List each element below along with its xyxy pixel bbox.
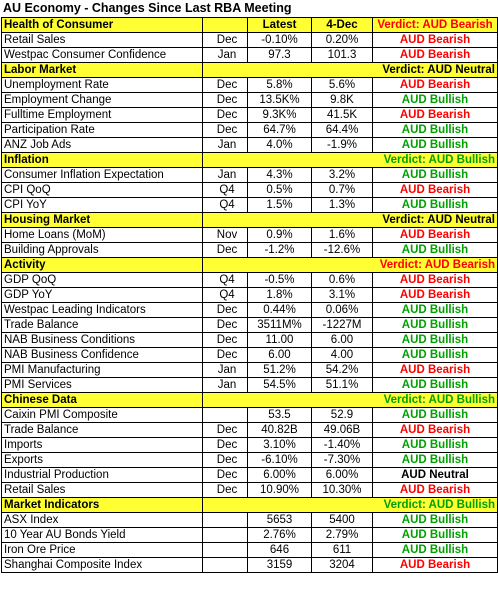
latest-value: -0.10%: [248, 33, 312, 48]
indicator-period: Dec: [203, 318, 248, 333]
indicator-period: Dec: [203, 423, 248, 438]
prior-value: 52.9: [312, 408, 373, 423]
section-title: Inflation: [2, 153, 203, 168]
indicator-name: Fulltime Employment: [2, 108, 203, 123]
prior-value: 3.1%: [312, 288, 373, 303]
indicator-period: Jan: [203, 48, 248, 63]
economy-table: [1, 17, 498, 573]
indicator-name: Unemployment Rate: [2, 78, 203, 93]
indicator-period: Jan: [203, 378, 248, 393]
indicator-name: Building Approvals: [2, 243, 203, 258]
indicator-verdict: AUD Neutral: [373, 468, 498, 483]
latest-value: 1.8%: [248, 288, 312, 303]
section-header-row: [2, 63, 498, 78]
section-spacer: [203, 213, 373, 228]
indicator-name: GDP QoQ: [2, 273, 203, 288]
latest-value: 2.76%: [248, 528, 312, 543]
latest-value: 54.5%: [248, 378, 312, 393]
latest-value: 6.00%: [248, 468, 312, 483]
prior-value: 2.79%: [312, 528, 373, 543]
latest-value: 3159: [248, 558, 312, 573]
section-verdict: Verdict: AUD Bearish: [373, 18, 498, 33]
table-row: [2, 168, 498, 183]
prior-value: 3204: [312, 558, 373, 573]
prior-value: -7.30%: [312, 453, 373, 468]
section-title: Chinese Data: [2, 393, 203, 408]
indicator-verdict: AUD Bullish: [373, 243, 498, 258]
table-row: [2, 48, 498, 63]
indicator-name: Westpac Consumer Confidence: [2, 48, 203, 63]
table-row: [2, 273, 498, 288]
table-row: [2, 303, 498, 318]
prior-value: 611: [312, 543, 373, 558]
indicator-verdict: AUD Bearish: [373, 33, 498, 48]
indicator-name: PMI Services: [2, 378, 203, 393]
table-row: [2, 123, 498, 138]
table-row: [2, 348, 498, 363]
table-row: [2, 318, 498, 333]
table-row: [2, 243, 498, 258]
prior-column-header: 4-Dec: [312, 18, 373, 33]
indicator-name: Westpac Leading Indicators: [2, 303, 203, 318]
latest-value: 3511M%: [248, 318, 312, 333]
indicator-period: Dec: [203, 123, 248, 138]
prior-value: 64.4%: [312, 123, 373, 138]
indicator-period: Dec: [203, 438, 248, 453]
latest-value: 64.7%: [248, 123, 312, 138]
indicator-period: Q4: [203, 183, 248, 198]
indicator-period: Dec: [203, 333, 248, 348]
indicator-name: ANZ Job Ads: [2, 138, 203, 153]
latest-value: 5.8%: [248, 78, 312, 93]
indicator-name: ASX Index: [2, 513, 203, 528]
prior-value: 1.3%: [312, 198, 373, 213]
indicator-verdict: AUD Bearish: [373, 483, 498, 498]
indicator-name: Shanghai Composite Index: [2, 558, 203, 573]
prior-value: -1.40%: [312, 438, 373, 453]
prior-value: 3.2%: [312, 168, 373, 183]
section-spacer: [203, 153, 373, 168]
indicator-verdict: AUD Bearish: [373, 108, 498, 123]
indicator-period: Nov: [203, 228, 248, 243]
indicator-period: Dec: [203, 33, 248, 48]
latest-value: 10.90%: [248, 483, 312, 498]
section-spacer: [203, 393, 373, 408]
indicator-period: Dec: [203, 93, 248, 108]
indicator-verdict: AUD Bearish: [373, 273, 498, 288]
indicator-name: NAB Business Conditions: [2, 333, 203, 348]
indicator-name: Employment Change: [2, 93, 203, 108]
indicator-name: Imports: [2, 438, 203, 453]
indicator-period: [203, 513, 248, 528]
indicator-period: [203, 408, 248, 423]
indicator-name: CPI YoY: [2, 198, 203, 213]
indicator-period: [203, 558, 248, 573]
indicator-period: [203, 528, 248, 543]
table-row: [2, 183, 498, 198]
indicator-period: Dec: [203, 483, 248, 498]
section-title: Health of Consumer: [2, 18, 203, 33]
indicator-name: Retail Sales: [2, 483, 203, 498]
indicator-name: CPI QoQ: [2, 183, 203, 198]
table-row: [2, 558, 498, 573]
table-row: [2, 288, 498, 303]
prior-value: 0.7%: [312, 183, 373, 198]
section-verdict: Verdict: AUD Bullish: [373, 153, 498, 168]
latest-value: 646: [248, 543, 312, 558]
table-row: [2, 513, 498, 528]
indicator-period: Jan: [203, 138, 248, 153]
section-verdict: Verdict: AUD Neutral: [373, 213, 498, 228]
page-title: AU Economy - Changes Since Last RBA Meeting: [3, 1, 292, 15]
indicator-name: Trade Balance: [2, 318, 203, 333]
indicator-name: Industrial Production: [2, 468, 203, 483]
latest-column-header: Latest: [248, 18, 312, 33]
table-row: [2, 198, 498, 213]
section-header-row: [2, 393, 498, 408]
indicator-period: Q4: [203, 273, 248, 288]
indicator-verdict: AUD Bearish: [373, 183, 498, 198]
table-row: [2, 468, 498, 483]
section-title: Housing Market: [2, 213, 203, 228]
indicator-verdict: AUD Bullish: [373, 453, 498, 468]
prior-value: 51.1%: [312, 378, 373, 393]
table-row: [2, 363, 498, 378]
latest-value: 3.10%: [248, 438, 312, 453]
prior-value: 6.00: [312, 333, 373, 348]
latest-value: -1.2%: [248, 243, 312, 258]
indicator-period: Q4: [203, 198, 248, 213]
indicator-name: Exports: [2, 453, 203, 468]
latest-value: 11.00: [248, 333, 312, 348]
latest-value: 53.5: [248, 408, 312, 423]
section-title: Labor Market: [2, 63, 203, 78]
latest-value: 4.0%: [248, 138, 312, 153]
latest-value: 13.5K%: [248, 93, 312, 108]
indicator-name: 10 Year AU Bonds Yield: [2, 528, 203, 543]
indicator-verdict: AUD Bullish: [373, 198, 498, 213]
table-row: [2, 228, 498, 243]
indicator-name: Caixin PMI Composite: [2, 408, 203, 423]
indicator-verdict: AUD Bearish: [373, 423, 498, 438]
table-row: [2, 438, 498, 453]
indicator-period: Dec: [203, 108, 248, 123]
prior-value: 1.6%: [312, 228, 373, 243]
prior-value: -1.9%: [312, 138, 373, 153]
prior-value: -1227M: [312, 318, 373, 333]
indicator-verdict: AUD Bearish: [373, 48, 498, 63]
prior-value: 9.8K: [312, 93, 373, 108]
latest-value: -0.5%: [248, 273, 312, 288]
indicator-verdict: AUD Bullish: [373, 408, 498, 423]
indicator-verdict: AUD Bullish: [373, 438, 498, 453]
indicator-period: Jan: [203, 168, 248, 183]
table-row: [2, 138, 498, 153]
indicator-period: Dec: [203, 348, 248, 363]
latest-value: 0.44%: [248, 303, 312, 318]
indicator-verdict: AUD Bullish: [373, 348, 498, 363]
indicator-verdict: AUD Bullish: [373, 528, 498, 543]
latest-value: 1.5%: [248, 198, 312, 213]
indicator-period: Dec: [203, 303, 248, 318]
latest-value: 9.3K%: [248, 108, 312, 123]
prior-value: 5.6%: [312, 78, 373, 93]
indicator-name: Iron Ore Price: [2, 543, 203, 558]
latest-value: 4.3%: [248, 168, 312, 183]
section-header-row: [2, 213, 498, 228]
prior-value: -12.6%: [312, 243, 373, 258]
indicator-verdict: AUD Bearish: [373, 78, 498, 93]
indicator-name: NAB Business Confidence: [2, 348, 203, 363]
latest-value: 97.3: [248, 48, 312, 63]
prior-value: 0.20%: [312, 33, 373, 48]
section-title: Market Indicators: [2, 498, 203, 513]
table-row: [2, 333, 498, 348]
table-row: [2, 78, 498, 93]
section-header-row: [2, 153, 498, 168]
indicator-verdict: AUD Bearish: [373, 288, 498, 303]
section-verdict: Verdict: AUD Bullish: [373, 498, 498, 513]
section-title: Activity: [2, 258, 203, 273]
indicator-name: Retail Sales: [2, 33, 203, 48]
indicator-verdict: AUD Bullish: [373, 93, 498, 108]
indicator-period: Jan: [203, 363, 248, 378]
indicator-verdict: AUD Bullish: [373, 168, 498, 183]
indicator-verdict: AUD Bearish: [373, 228, 498, 243]
latest-value: 0.5%: [248, 183, 312, 198]
section-header-row: [2, 498, 498, 513]
indicator-verdict: AUD Bullish: [373, 378, 498, 393]
table-row: [2, 528, 498, 543]
table-row: [2, 33, 498, 48]
table-row: [2, 483, 498, 498]
latest-value: 51.2%: [248, 363, 312, 378]
indicator-name: Home Loans (MoM): [2, 228, 203, 243]
indicator-verdict: AUD Bearish: [373, 558, 498, 573]
indicator-period: Q4: [203, 288, 248, 303]
table-row: [2, 543, 498, 558]
indicator-verdict: AUD Bullish: [373, 123, 498, 138]
indicator-verdict: AUD Bullish: [373, 303, 498, 318]
indicator-period: Dec: [203, 468, 248, 483]
indicator-verdict: AUD Bullish: [373, 543, 498, 558]
prior-value: 0.06%: [312, 303, 373, 318]
prior-value: 49.06B: [312, 423, 373, 438]
latest-value: 6.00: [248, 348, 312, 363]
indicator-name: Participation Rate: [2, 123, 203, 138]
indicator-period: Dec: [203, 453, 248, 468]
indicator-verdict: AUD Bullish: [373, 513, 498, 528]
prior-value: 5400: [312, 513, 373, 528]
prior-value: 54.2%: [312, 363, 373, 378]
period-column-header: [203, 18, 248, 33]
indicator-name: PMI Manufacturing: [2, 363, 203, 378]
latest-value: 40.82B: [248, 423, 312, 438]
prior-value: 6.00%: [312, 468, 373, 483]
prior-value: 10.30%: [312, 483, 373, 498]
table-row: [2, 423, 498, 438]
indicator-period: [203, 543, 248, 558]
indicator-period: Dec: [203, 78, 248, 93]
indicator-name: GDP YoY: [2, 288, 203, 303]
table-row: [2, 408, 498, 423]
latest-value: -6.10%: [248, 453, 312, 468]
table-row: [2, 93, 498, 108]
indicator-name: Consumer Inflation Expectation: [2, 168, 203, 183]
prior-value: 4.00: [312, 348, 373, 363]
section-spacer: [203, 258, 373, 273]
indicator-verdict: AUD Bullish: [373, 333, 498, 348]
table-row: [2, 108, 498, 123]
section-verdict: Verdict: AUD Bullish: [373, 393, 498, 408]
indicator-verdict: AUD Bearish: [373, 363, 498, 378]
indicator-name: Trade Balance: [2, 423, 203, 438]
prior-value: 0.6%: [312, 273, 373, 288]
latest-value: 0.9%: [248, 228, 312, 243]
section-header-row: [2, 258, 498, 273]
indicator-verdict: AUD Bullish: [373, 318, 498, 333]
table-row: [2, 378, 498, 393]
prior-value: 101.3: [312, 48, 373, 63]
indicator-period: Dec: [203, 243, 248, 258]
section-verdict: Verdict: AUD Bearish: [373, 258, 498, 273]
section-spacer: [203, 63, 373, 78]
section-spacer: [203, 498, 373, 513]
table-row: [2, 453, 498, 468]
prior-value: 41.5K: [312, 108, 373, 123]
table-header-row: [2, 18, 498, 33]
latest-value: 5653: [248, 513, 312, 528]
section-verdict: Verdict: AUD Neutral: [373, 63, 498, 78]
indicator-verdict: AUD Bullish: [373, 138, 498, 153]
